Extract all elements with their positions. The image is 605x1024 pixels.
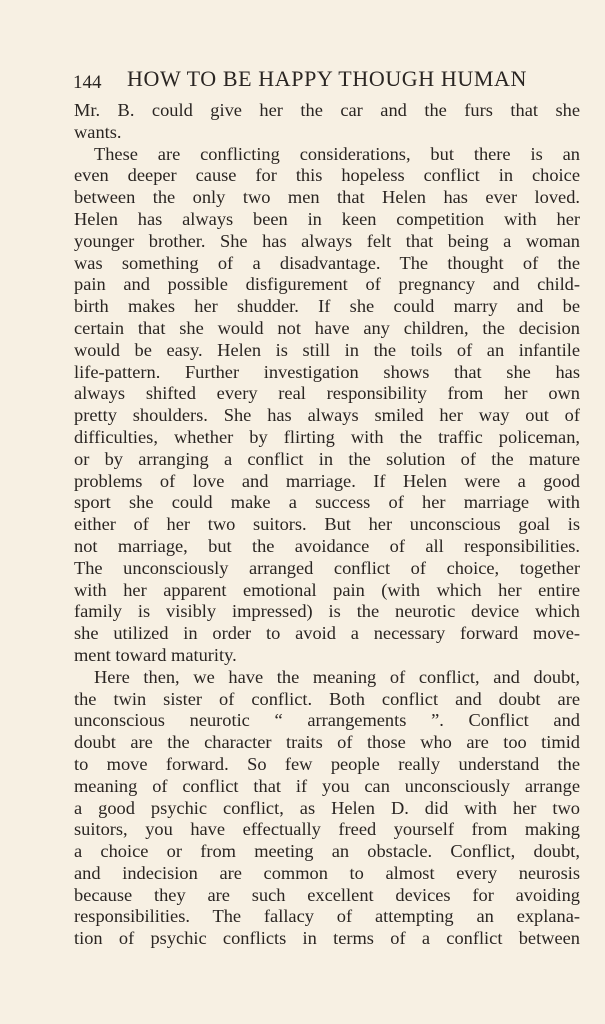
text-line: a good psychic conflict, as Helen D. did with her two: [74, 797, 580, 818]
body-text: [74, 100, 580, 950]
text-line: family is visibly impressed) is the neurotic device which: [74, 601, 580, 622]
text-line: These are conflicting considerations, but there is an: [94, 143, 580, 164]
text-line: ment toward maturity.: [74, 644, 237, 665]
text-line: tion of psychic conflicts in terms of a conflict between: [74, 928, 580, 949]
text-line: problems of love and marriage. If Helen were a good: [74, 470, 580, 491]
text-line: either of her two suitors. But her unconscious goal is: [74, 514, 580, 535]
text-line: not marriage, but the avoidance of all responsibilities.: [74, 535, 580, 556]
text-line: she utilized in order to avoid a necessary forward move-: [74, 623, 580, 644]
text-line: certain that she would not have any children, the decision: [74, 317, 580, 338]
running-title: HOW TO BE HAPPY THOUGH HUMAN: [127, 66, 527, 91]
text-line: because they are such excellent devices for avoiding: [74, 884, 580, 905]
text-line: difficulties, whether by flirting with the traffic policeman,: [74, 426, 580, 447]
text-line: Mr. B. could give her the car and the furs that she: [74, 100, 580, 120]
text-line: between the only two men that Helen has ever loved.: [74, 187, 580, 208]
text-line: Here then, we have the meaning of conflict, and doubt,: [94, 666, 580, 687]
text-line: life-pattern. Further investigation shows that she has: [74, 361, 580, 382]
text-line: Helen has always been in keen competition with her: [74, 208, 580, 229]
text-line: was something of a disadvantage. The thought of the: [74, 252, 580, 273]
text-line: suitors, you have effectually freed yourself from making: [74, 819, 580, 840]
text-line: younger brother. She has always felt that being a woman: [74, 230, 580, 251]
text-line: even deeper cause for this hopeless conflict in choice: [74, 165, 580, 186]
text-line: responsibilities. The fallacy of attempting an explana-: [74, 906, 580, 927]
text-line: would be easy. Helen is still in the toils of an infantile: [74, 339, 580, 360]
text-line: a choice or from meeting an obstacle. Conflict, doubt,: [74, 841, 580, 862]
text-line: The unconsciously arranged conflict of choice, together: [74, 557, 580, 578]
page-number: 144: [73, 72, 102, 93]
text-line: and indecision are common to almost every neurosis: [74, 862, 580, 883]
text-line: always shifted every real responsibility from her own: [74, 383, 580, 404]
text-line: pain and possible disfigurement of pregnancy and child-: [74, 274, 580, 295]
text-line: pretty shoulders. She has always smiled her way out of: [74, 405, 580, 426]
text-line: sport she could make a success of her marriage with: [74, 492, 580, 513]
text-line: birth makes her shudder. If she could marry and be: [74, 296, 580, 317]
text-line: unconscious neurotic “ arrangements ”. Conflict and: [74, 710, 580, 731]
text-line: or by arranging a conflict in the solution of the mature: [74, 448, 580, 469]
text-line: with her apparent emotional pain (with which her entire: [74, 579, 580, 600]
running-head: [73, 62, 579, 96]
text-line: to move forward. So few people really understand the: [74, 753, 580, 774]
text-line: the twin sister of conflict. Both conflict and doubt are: [74, 688, 580, 709]
text-line: wants.: [74, 121, 122, 142]
text-line: meaning of conflict that if you can unconsciously arrange: [74, 775, 580, 796]
text-line: doubt are the character traits of those who are too timid: [74, 732, 580, 753]
